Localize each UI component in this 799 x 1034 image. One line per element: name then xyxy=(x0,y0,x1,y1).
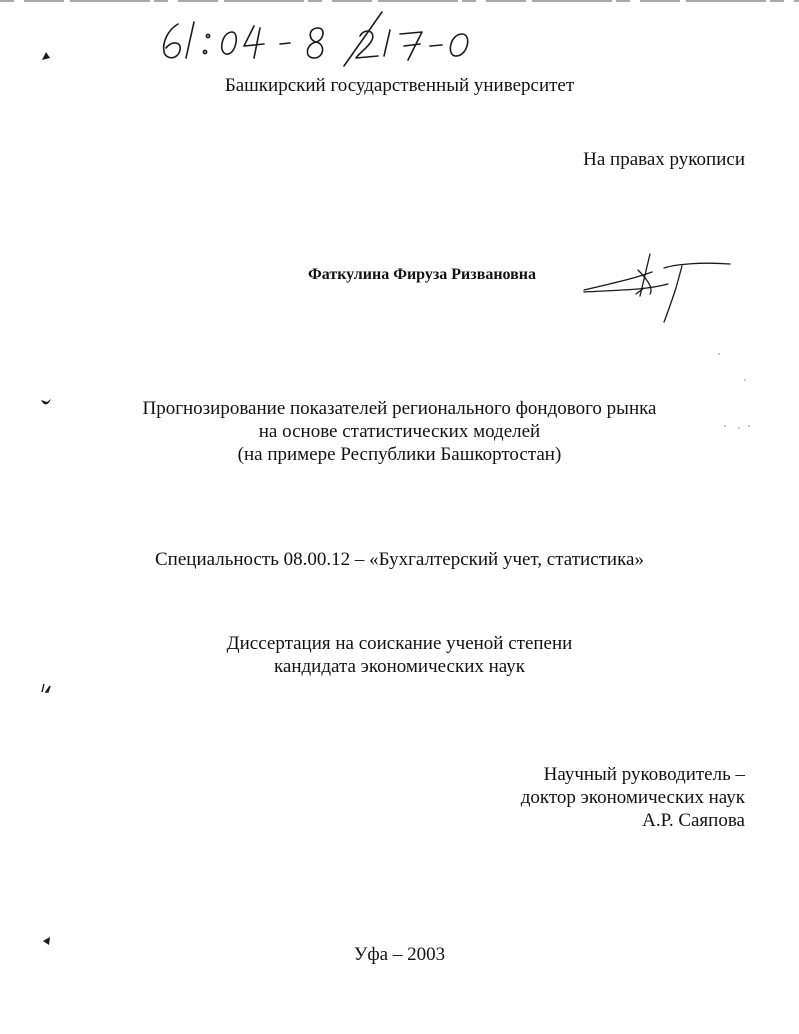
margin-scan-mark xyxy=(40,935,52,947)
scan-specks xyxy=(715,350,765,450)
title-line-1: Прогнозирование показателей регионального фондового рынка xyxy=(142,398,657,419)
dissertation-line-2: кандидата экономических наук xyxy=(273,656,526,677)
scan-top-edge xyxy=(0,0,799,4)
title-line-2: на основе статистических моделей xyxy=(258,421,541,442)
specialty-line: Специальность 08.00.12 – «Бухгалтерский учет, статистика» xyxy=(155,549,644,570)
margin-scan-mark xyxy=(40,682,52,694)
advisor-line-3: А.Р. Саяпова xyxy=(642,810,745,831)
author-signature xyxy=(580,248,740,328)
margin-scan-mark xyxy=(40,50,52,62)
title-line-3: (на примере Республики Башкортостан) xyxy=(237,444,562,465)
advisor-line-1: Научный руководитель – xyxy=(543,764,745,785)
margin-scan-mark xyxy=(40,396,52,408)
manuscript-rights-note: На правах рукописи xyxy=(583,149,745,170)
advisor-line-2: доктор экономических наук xyxy=(520,787,745,808)
author-name: Фаткулина Фируза Ризвановна xyxy=(308,266,537,283)
handwritten-archive-code xyxy=(150,6,490,68)
university-name: Башкирский государственный университет xyxy=(224,75,575,96)
dissertation-line-1: Диссертация на соискание ученой степени xyxy=(226,633,573,654)
city-year: Уфа – 2003 xyxy=(353,944,446,965)
